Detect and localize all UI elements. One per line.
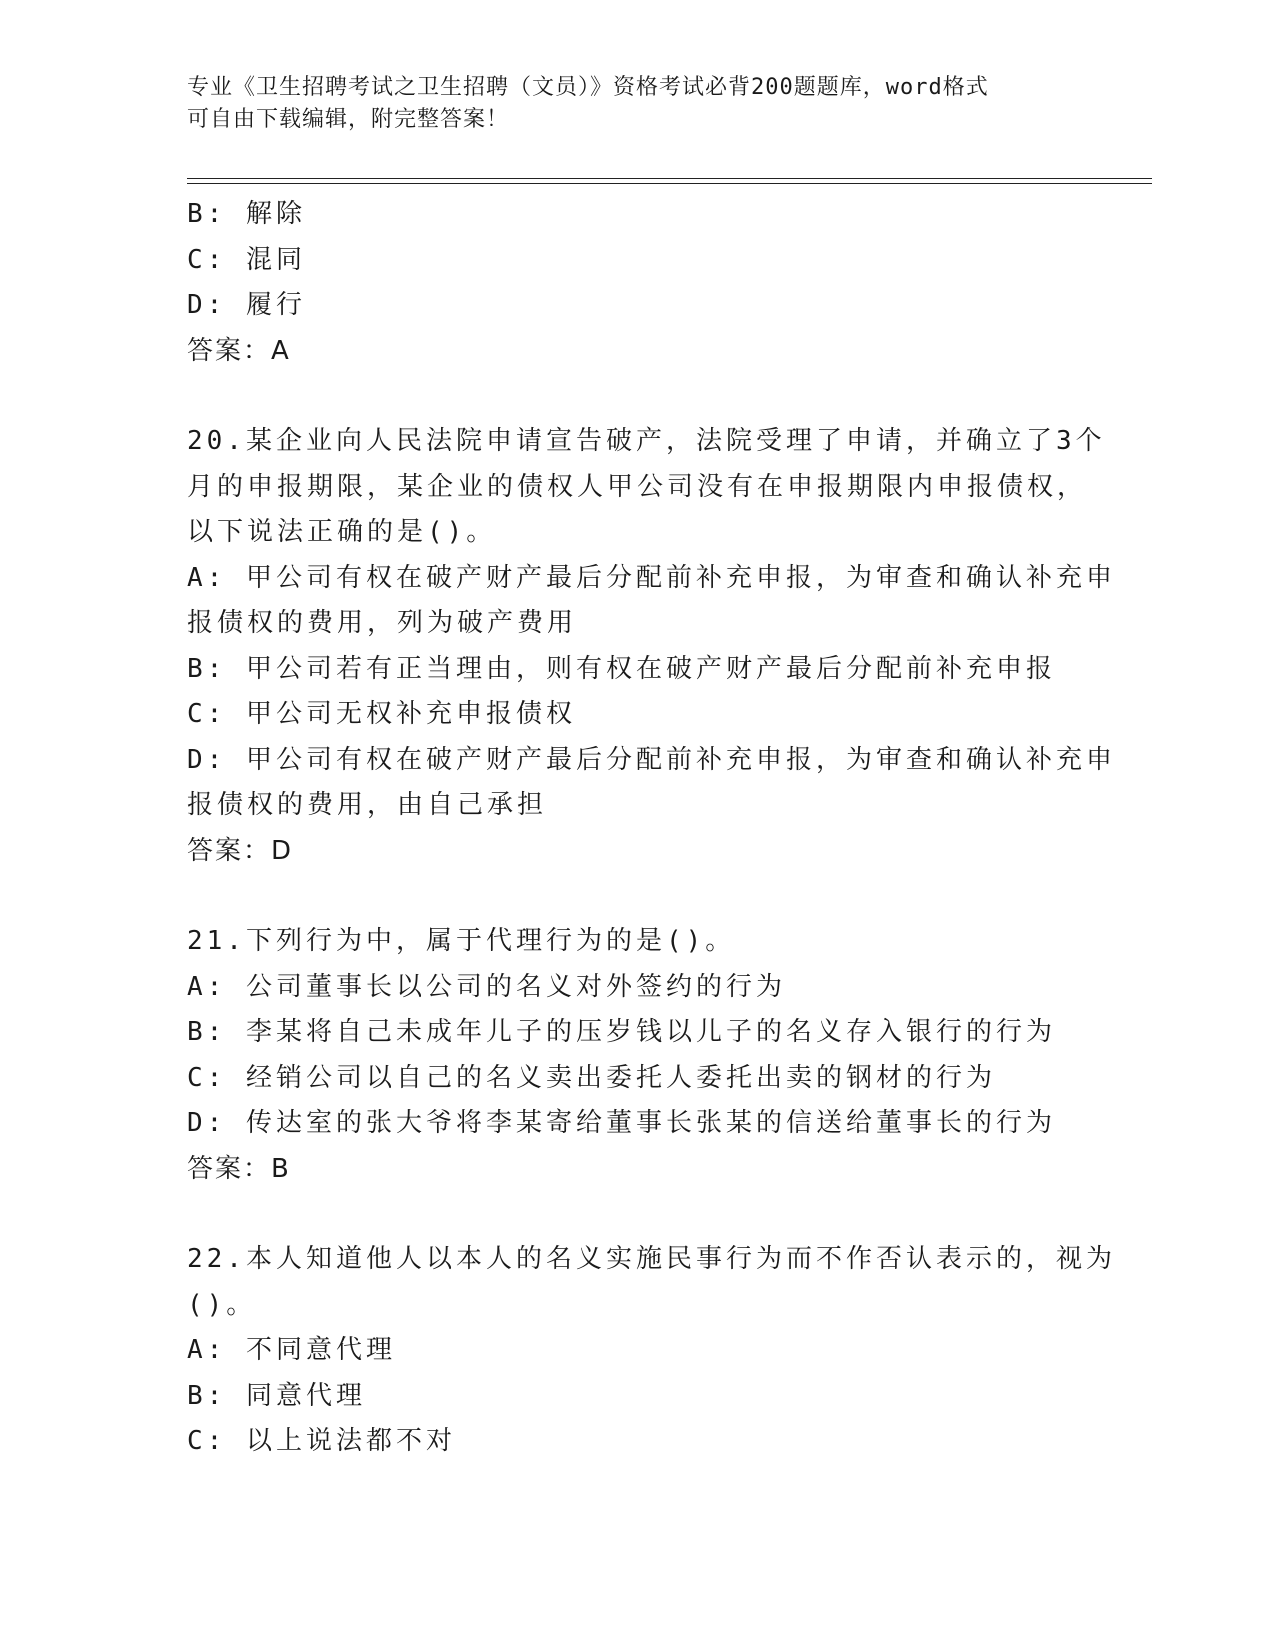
option-a: A: 公司董事长以公司的名义对外签约的行为 (187, 971, 786, 1002)
option-b: B: 同意代理 (187, 1380, 366, 1411)
option-a: A: 甲公司有权在破产财产最后分配前补充申报，为审查和确认补充申 (187, 562, 1116, 593)
option-d: D: 履行 (187, 290, 306, 320)
header-divider-top (187, 178, 1152, 179)
option-a-continued: 报债权的费用，列为破产费用 (187, 608, 578, 638)
answer: 答案：B (187, 1153, 291, 1184)
header-line-2: 可自由下载编辑，附完整答案！ (187, 107, 510, 132)
question-stem-line: 月的申报期限，某企业的债权人甲公司没有在申报期限内申报债权， (187, 471, 1088, 502)
question-stem-line: 20.某企业向人民法院申请宣告破产，法院受理了申请，并确立了3个 (187, 426, 1106, 456)
option-d: D: 传达室的张大爷将李某寄给董事长张某的信送给董事长的行为 (187, 1108, 1056, 1138)
option-c: C: 混同 (187, 244, 306, 275)
question-stem-line: 22.本人知道他人以本人的名义实施民事行为而不作否认表示的，视为 (187, 1244, 1116, 1274)
option-c: C: 以上说法都不对 (187, 1426, 456, 1456)
answer: 答案：A (187, 335, 291, 366)
option-c: C: 甲公司无权补充申报债权 (187, 699, 576, 729)
option-b: B: 李某将自己未成年儿子的压岁钱以儿子的名义存入银行的行为 (187, 1017, 1056, 1047)
option-b: B: 甲公司若有正当理由，则有权在破产财产最后分配前补充申报 (187, 653, 1056, 684)
option-b: B: 解除 (187, 199, 306, 229)
question-22 (187, 1237, 1116, 1465)
option-d: D: 甲公司有权在破产财产最后分配前补充申报，为审查和确认补充申 (187, 744, 1116, 775)
option-a: A: 不同意代理 (187, 1335, 396, 1365)
answer: 答案：D (187, 835, 294, 866)
question-stem-line: ()。 (187, 1289, 257, 1320)
spacer (187, 1192, 1087, 1237)
question-stem-line: 以下说法正确的是()。 (187, 517, 497, 547)
question-20 (187, 419, 1116, 874)
option-d-continued: 报债权的费用，由自己承担 (187, 790, 548, 820)
question-content (187, 192, 1116, 1465)
spacer (187, 374, 1087, 419)
header-divider-bottom (187, 183, 1152, 184)
question-19-tail (187, 192, 1087, 374)
question-stem-line: 21.下列行为中，属于代理行为的是()。 (187, 926, 736, 956)
document-header (187, 72, 1067, 136)
spacer (187, 874, 1087, 919)
header-line-1: 专业《卫生招聘考试之卫生招聘（文员）》资格考试必背200题题库，word格式 (187, 75, 989, 100)
option-c: C: 经销公司以自己的名义卖出委托人委托出卖的钢材的行为 (187, 1062, 996, 1093)
question-21 (187, 919, 1087, 1192)
